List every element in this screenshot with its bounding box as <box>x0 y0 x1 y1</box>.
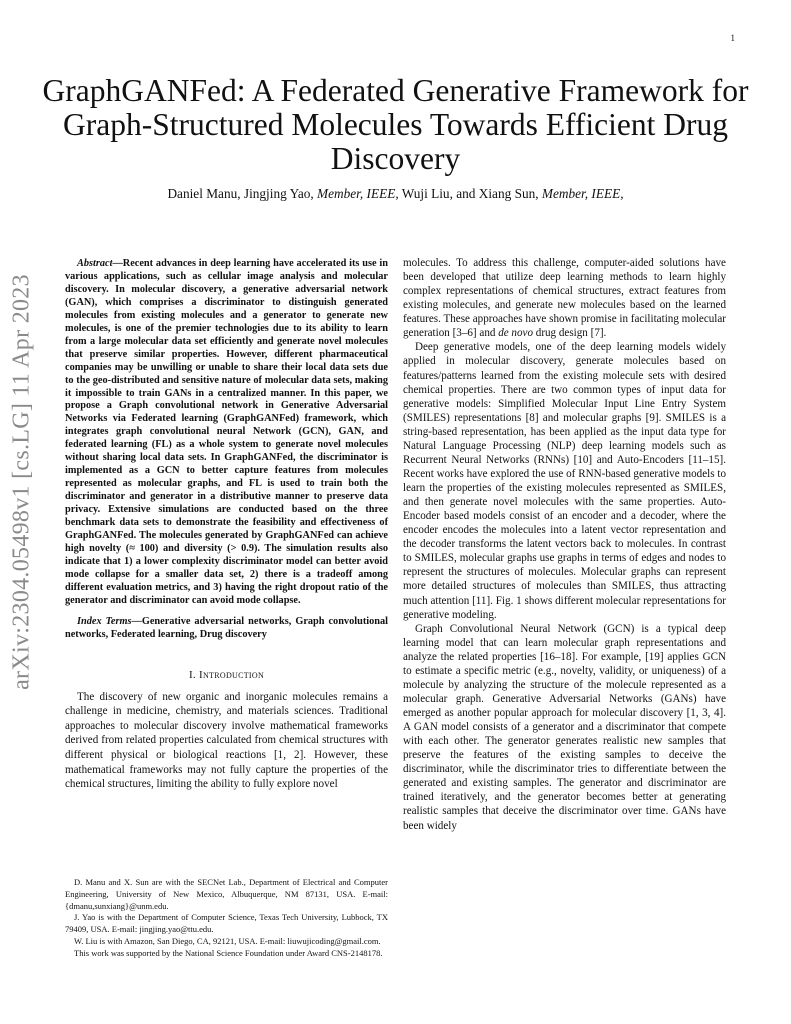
index-terms-label: Index Terms <box>77 615 132 627</box>
left-column <box>65 258 388 792</box>
paragraph: Graph Convolutional Neural Network (GCN) is a typical deep learning model that can learn molecular graph representations and analyze the related properties [16–18]. For example, [19] applies GCN to estimate a specific metric (e.g., novelty, validity, or uniqueness) of a molecule by analyzing the structure of the molecule represented as a molecular graph. Generative Adversarial Networks (GANs) have emerged as another popular approach for molecular discovery [1, 3, 4]. A GAN model consists of a generator and a discriminator that compete with each other. The generator generates realistic new samples that preserve the features of the existing samples to deceive the discriminator, while the discriminator tries to differentiate between the generated and existing samples. The generator and discriminator are trained iteratively, and the generator becomes better at generating realistic samples that deceive the discriminator over time. GANs have been widely <box>403 622 726 832</box>
section-heading: I. Introduction <box>188 668 265 681</box>
intro-paragraph: The discovery of new organic and inorganic molecules remains a challenge in medicine, chemistry, and materials sciences. Traditional approaches to molecular discovery involve mathematical frameworks derived from related properties calculated from chemical structures with different physical or biological reactions [1, 2]. However, these mathematical frameworks may not fully capture the properties of the chemical structures, limiting the ability to fully explore novel <box>65 690 388 791</box>
author-membership: Member, IEEE <box>317 186 396 201</box>
footnote: D. Manu and X. Sun are with the SECNet Lab., Department of Electrical and Computer Engineering, University of New Mexico, Albuquerque, NM 87131, USA. E-mail: {dmanu,sunxiang}@unm.edu. <box>65 877 388 911</box>
page-number: 1 <box>730 33 735 43</box>
footnote: This work was supported by the National Science Foundation under Award CNS-2148178. <box>74 947 383 958</box>
paragraph <box>403 256 726 340</box>
footnote: W. Liu is with Amazon, San Diego, CA, 92121, USA. E-mail: liuwujicoding@gmail.com. <box>74 935 381 946</box>
abstract-label: Abstract <box>77 258 113 269</box>
italic-term: de novo <box>498 327 533 340</box>
paragraph: Deep generative models, one of the deep learning models widely applied in molecular discovery, generate molecules based on features/patterns learned from the existing molecule sets with desired chemical properties. There are two common types of input data for generative models: Simplified Molecular Input Line Entry System (SMILES) representations [8] and molecular graphs [9]. SMILES is a string-based representation, has been applied as the input data type for Natural Language Processing (NLP) deep learning models such as Recurrent Neural Networks (RNNs) [10] and Auto-Encoders [11–15]. Recent works have explored the use of RNN-based generative models to learn the properties of the existing molecules represented as SMILES, and then generate novel molecules with the same properties. Auto-Encoder based models consist of an encoder and a decoder, where the encoder encodes the molecules into a latent vector representation and the decoder transforms the latent vectors back to molecules. In contrast to SMILES, molecular graphs use graphs in terms of edges and nodes to represent the structures of molecules. Molecular graphs can represent more detailed structures of molecules than SMILES, thus attracting much attention [11]. Fig. 1 shows different molecular representations for generative modeling. <box>403 341 726 621</box>
author-names: , Wuji Liu, and Xiang Sun, <box>395 186 542 201</box>
author-names: Daniel Manu, Jingjing Yao, <box>167 186 318 201</box>
author-membership: Member, IEEE, <box>541 186 624 201</box>
author-list <box>40 186 751 202</box>
index-terms-text: —Generative adversarial networks, Graph convolutional networks, Federated learning, Drug discovery <box>65 615 388 640</box>
right-column <box>403 256 726 833</box>
footnotes <box>65 877 388 960</box>
footnote: J. Yao is with the Department of Computer Science, Texas Tech University, Lubbock, TX 79409, USA. E-mail: jingjing.yao@ttu.edu. <box>65 912 388 935</box>
index-terms <box>65 616 388 642</box>
abstract-text: —Recent advances in deep learning have accelerated its use in various applications, such as cellular image analysis and molecular discovery. In molecular discovery, a generative adversarial network (GAN), which comprises a discriminator to distinguish generated molecules from existing molecules and a generator to generate new molecules, is one of the premier technologies due to its ability to learn from a large molecular data set efficiently and generate novel molecules that preserve similar properties. However, different pharmaceutical companies may be unwilling or unable to share their local data sets due to the geo-distributed and sensitive nature of molecular data sets, making it impossible to train GANs in a centralized manner. In this paper, we propose a Graph convolutional network in Generative Adversarial Networks via Federated learning (GraphGANFed) framework, which integrates graph convolutional neural Network (GCN), GAN, and federated learning (FL) as a whole system to generate novel molecules without sharing local data sets. In GraphGANFed, the discriminator is implemented as a GCN to better capture features from molecules represented as molecular graphs, and FL is used to train both the discriminator and generator in a distributive manner to preserve data privacy. Extensive simulations are conducted based on the three benchmark data sets to demonstrate the feasibility and effectiveness of GraphGANFed. The molecules generated by GraphGANFed can achieve high novelty (≈ 100) and diversity (> 0.9). The simulation results also indicate that 1) a lower complexity discriminator model can better avoid mode collapse for a smaller data set, 2) there is a tradeoff among different evaluation metrics, and 3) having the right dropout ratio of the generator and discriminator can avoid mode collapse. <box>65 258 388 606</box>
paper-title: GraphGANFed: A Federated Generative Framework for Graph-Structured Molecules Towards Efficient Drug Discovery <box>42 73 749 176</box>
paragraph-text: molecules. To address this challenge, computer-aided solutions have been developed that utilize deep learning methods to learn highly complex representations of chemical structures, extract features from existing molecules, and generate new molecules based on the learned features. These approaches have shown promise in facilitating molecular generation [3–6] and <box>403 257 726 340</box>
paragraph-text: drug design [7]. <box>533 327 607 340</box>
abstract <box>65 258 388 608</box>
arxiv-identifier: arXiv:2304.05498v1 [cs.LG] 11 Apr 2023 <box>8 274 35 690</box>
